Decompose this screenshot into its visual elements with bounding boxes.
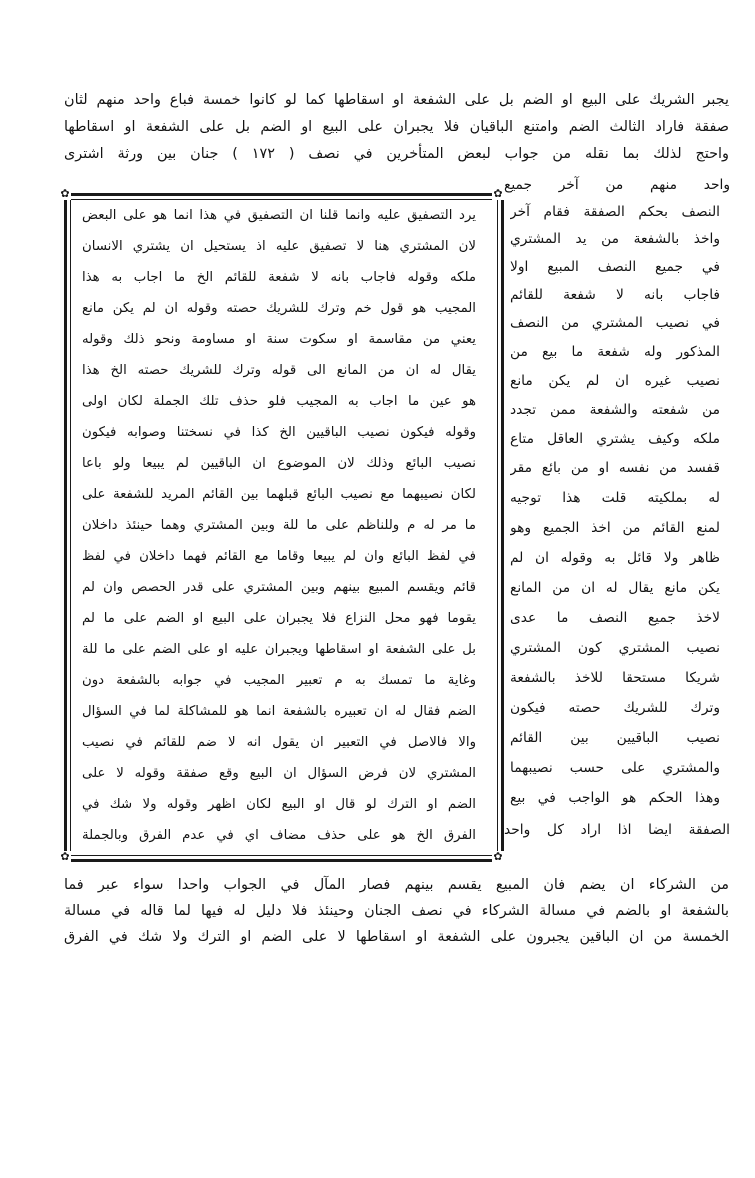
bottom-line-2: بالشفعة او بالضم في مسالة الشركاء في نصف الجنان وحينئذ فلا دليل له فيها لما قاله في مسالة bbox=[64, 903, 729, 919]
bottom-line-1: من الشركاء ان يضم فان المبيع يقسم بينهم فصار المآل في الجواب واحدا سواء عبر فما bbox=[64, 877, 729, 893]
side-line: ظاهر ولا قائل به وقوله ان لم bbox=[510, 550, 720, 566]
box-line: في لفظ البائع وان لم يبيعا وقاما مع القائم فهما داخلان في لفظ bbox=[82, 549, 476, 564]
side-line: والمشتري على حسب نصيبهما bbox=[510, 760, 720, 776]
side-line: لمنع القائم من اخذ الجميع وهو bbox=[510, 520, 720, 536]
side-line: وترك للشريك حصته فيكون bbox=[510, 700, 720, 716]
top-line-1: يجبر الشريك على البيع او الضم بل على الشفعة او اسقاطها كما لو كانوا خمسة فباع واحد منهم لثان bbox=[64, 92, 729, 108]
box-line: ملكه وقوله فاجاب بانه لا شفعة للقائم الخ ما اجاب به هذا bbox=[82, 270, 476, 285]
side-line: نصيب المشتري كون المشتري bbox=[510, 640, 720, 656]
side-line: الصفقة ايضا اذا اراد كل واحد bbox=[504, 822, 730, 838]
frame-corner-ornament: ✿ bbox=[493, 850, 503, 863]
box-line: والا فالاصل في التعبير ان يقول انه لا ضم للقائم في نصيب bbox=[82, 735, 476, 750]
box-line: لكان نصيبهما مع نصيب البائع قبلهما بين القائم المريد للشفعة على bbox=[82, 487, 476, 502]
box-line: الفرق الخ هو على حذف مضاف اي في عدم الفرق وبالجملة bbox=[82, 828, 476, 843]
top-line-3: واحتج لذلك بما نقله من جواب لبعض المتأخرين في نصف ( ١٧٢ ) جنان بين ورثة اشترى bbox=[64, 146, 729, 162]
side-line: وهذا الحكم هو الواجب في بيع bbox=[510, 790, 720, 806]
box-line: لان المشتري هنا لا تصفيق عليه اذ يستحيل ان يشتري الانسان bbox=[82, 239, 476, 254]
side-line: من شفعته والشفعة ممن تجدد bbox=[510, 402, 720, 418]
box-line: الضم فقال له ان تعبيره بالشفعة انما هو للمشاكلة لما في السؤال bbox=[82, 704, 476, 719]
box-line: المشتري لان فرض السؤال ان البيع وقع صفقة وقوله لا على bbox=[82, 766, 476, 781]
side-line: له بملكيته قلت هذا توجيه bbox=[510, 490, 720, 506]
side-line: قفسد من نفسه او من بائع مقر bbox=[510, 460, 720, 476]
box-line: هو عين ما اجاب به المجيب فلو حذف تلك الجملة لكان اولى bbox=[82, 394, 476, 409]
side-line: في نصيب المشتري من النصف bbox=[510, 315, 720, 331]
box-line: الضم او الترك لو قال او البيع لكان اظهر وقوله ولا شك في bbox=[82, 797, 476, 812]
side-line: نصيب غيره ان لم يكن مانع bbox=[510, 373, 720, 389]
box-line: وغاية ما تمسك به م تعبير المجيب في جوابه بالشفعة دون bbox=[82, 673, 476, 688]
frame-corner-ornament: ✿ bbox=[60, 187, 70, 200]
box-line: قائم ويقسم المبيع بينهم وبين المشتري على قدر الحصص وان لم bbox=[82, 580, 476, 595]
side-line: النصف بحكم الصفقة فقام آخر bbox=[510, 204, 720, 220]
box-line: يقوما فهو محل النزاع فلا يجبران على البيع او الضم على ما لم bbox=[82, 611, 476, 626]
side-line: المذكور وله شفعة ما بيع من bbox=[510, 344, 720, 360]
box-line: وقوله فيكون نصيب الباقيين الخ كذا في نسختنا وصوابه فيكون bbox=[82, 425, 476, 440]
box-line: نصيب البائع وذلك لان الموضوع ان الباقيين لم يبيعا ولو باعا bbox=[82, 456, 476, 471]
side-line: ملكه وكيف يشتري العاقل متاع bbox=[510, 431, 720, 447]
box-line: ما مر له م وللناظم على ما للة وبين المشتري وهما حينئذ داخلان bbox=[82, 518, 476, 533]
side-line: في جميع النصف المبيع اولا bbox=[510, 259, 720, 275]
side-line: واخذ بالشفعة من يد المشتري bbox=[510, 231, 720, 247]
bottom-line-3: الخمسة من ان الباقين يجبرون على الشفعة او اسقاطها لا على الضم او الترك ولا شك في الفرق bbox=[64, 929, 729, 945]
side-line: نصيب الباقيين بين القائم bbox=[510, 730, 720, 746]
frame-corner-ornament: ✿ bbox=[493, 187, 503, 200]
box-line: يرد التصفيق عليه وانما قلنا ان التصفيق في هذا انما هو على البعض bbox=[82, 208, 476, 223]
box-line: يقال له ان من المانع الى قوله وترك للشريك حصته الخ هذا bbox=[82, 363, 476, 378]
side-line: واحد منهم من آخر جميع bbox=[504, 177, 730, 193]
side-line: شريكا مستحقا للاخذ بالشفعة bbox=[510, 670, 720, 686]
frame-corner-ornament: ✿ bbox=[60, 850, 70, 863]
side-line: فاجاب بانه لا شفعة للقائم bbox=[510, 287, 720, 303]
box-line: بل على الشفعة او اسقاطها ويجبران عليه او على الضم على ما للة bbox=[82, 642, 476, 657]
side-line: يكن مانع يقال له ان من المانع bbox=[510, 580, 720, 596]
box-line: المجيب هو قول خم وترك للشريك حصته وقوله ان لم يكن مانع bbox=[82, 301, 476, 316]
top-line-2: صفقة فاراد الثالث الضم وامتنع الباقيان فلا يجبران على البيع او الضم بل على الشفعة او اسقاطها bbox=[64, 119, 729, 135]
box-line: يعني من مقاسمة او سكوت سنة او مساومة ونحو ذلك وقوله bbox=[82, 332, 476, 347]
side-line: لاخذ جميع النصف ما عدى bbox=[510, 610, 720, 626]
